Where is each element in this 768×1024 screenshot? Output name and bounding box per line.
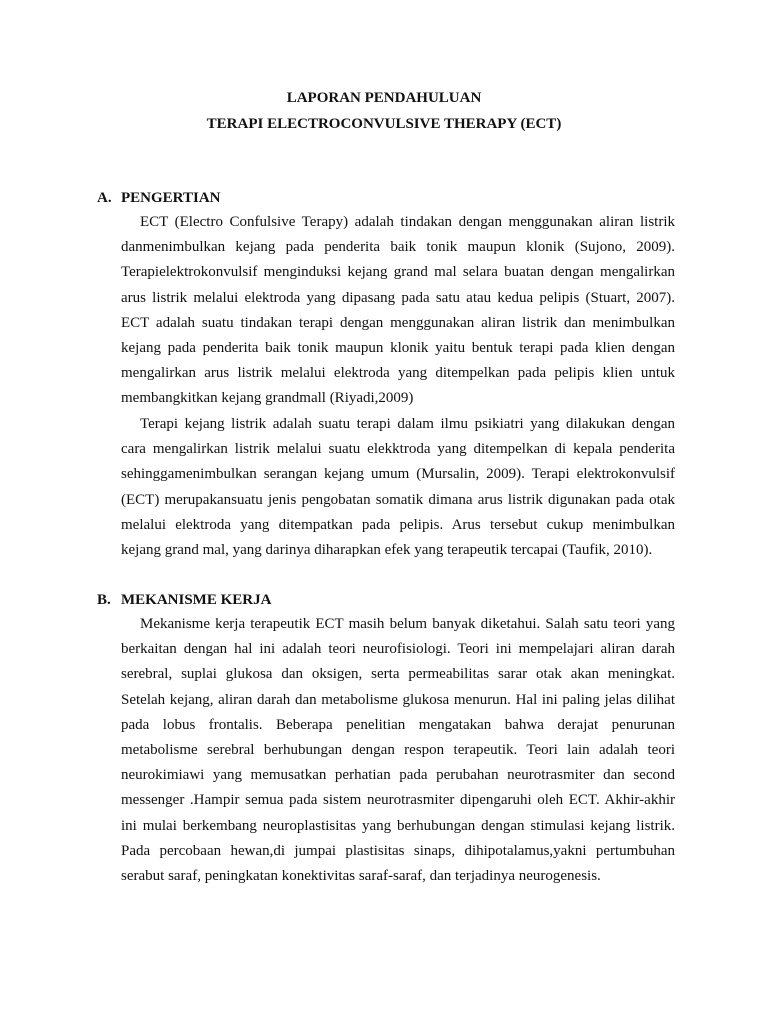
document-title: LAPORAN PENDAHULUAN (286, 90, 482, 106)
text-line: Terapi kejang listrik adalah suatu terapi dalam ilmu psikiatri yang dilakukan dengan (140, 416, 675, 432)
text-line: ECT (Electro Confulsive Terapy) adalah tindakan dengan menggunakan aliran listrik (140, 214, 675, 230)
text-line: ini mulai berkembang neuroplastisitas yang berhubungan dengan stimulasi kejang listrik. (121, 817, 675, 834)
text-line: membangkitkan kejang grandmall (Riyadi,2009) (121, 390, 414, 407)
paragraph-pengertian-2 (121, 412, 675, 563)
text-line: Setelah kejang, aliran darah dan metabolisme glukosa menurun. Hal ini paling jelas dilihat (121, 691, 675, 708)
paragraph-mekanisme-kerja (121, 612, 675, 889)
text-line: berkaitan dengan hal ini adalah teori neurofisiologi. Teori ini mempelajari aliran darah (121, 641, 675, 658)
text-line: mengalirkan arus listrik melalui elektroda yang ditempelkan pada pelipis klien untuk (121, 365, 675, 382)
text-line: neurokimiawi yang memusatkan perhatian pada perubahan neurotrasmiter dan second (121, 767, 675, 784)
section-marker: A. (97, 190, 112, 206)
text-line: arus listrik melalui elektroda yang dipasang pada satu atau kedua pelipis (Stuart, 2007). (121, 289, 675, 306)
paragraph-pengertian-1 (121, 210, 675, 412)
text-line: messenger .Hampir semua pada sistem neurotrasmiter dipengaruhi oleh ECT. Akhir-akhir (121, 792, 675, 809)
text-line: pada lobus frontalis. Beberapa penelitian mengatakan bahwa derajat penurunan (121, 716, 675, 733)
text-line: Mekanisme kerja terapeutik ECT masih belum banyak diketahui. Salah satu teori yang (140, 616, 675, 632)
text-line: Terapielektrokonvulsif menginduksi kejang grand mal selara buatan dengan mengalirkan (121, 264, 675, 281)
text-line: ECT adalah suatu tindakan terapi dengan menggunakan aliran listrik dan menimbulkan (121, 314, 675, 331)
text-line: serabut saraf, peningkatan konektivitas saraf-saraf, dan terjadinya neurogenesis. (121, 867, 601, 884)
section-heading-label: MEKANISME KERJA (121, 592, 272, 608)
section-heading-mekanisme-kerja (97, 591, 271, 609)
section-heading-pengertian (97, 189, 221, 207)
section-heading-label: PENGERTIAN (121, 190, 221, 206)
text-line: metabolisme serebral berhubungan dengan respon terapeutik. Teori lain adalah teori (121, 741, 675, 758)
text-line: melalui elektroda yang ditempatkan pada pelipis. Arus tersebut cukup menimbulkan (121, 516, 675, 533)
text-line: Pada percobaan hewan,di jumpai plastisitas sinaps, dihipotalamus,yakni pertumbuhan (121, 842, 675, 859)
document-subtitle: TERAPI ELECTROCONVULSIVE THERAPY (ECT) (206, 116, 562, 132)
text-line: danmenimbulkan kejang pada penderita baik tonik maupun klonik (Sujono, 2009). (121, 239, 675, 256)
text-line: sehinggamenimbulkan serangan kejang umum (Mursalin, 2009). Terapi elektrokonvulsif (121, 466, 675, 483)
text-line: serebral, suplai glukosa dan oksigen, serta permeabilitas sarar otak akan meningkat. (121, 666, 675, 683)
text-line: kejang pada penderita baik tonik maupun klonik yaitu bentuk terapi pada klien dengan (121, 339, 675, 356)
section-marker: B. (97, 592, 111, 608)
text-line: (ECT) merupakansuatu jenis pengobatan somatik dimana arus listrik digunakan pada otak (121, 491, 675, 508)
text-line: kejang grand mal, yang darinya diharapkan efek yang terapeutik tercapai (Taufik, 2010). (121, 541, 653, 558)
text-line: cara mengalirkan listrik melalui suatu elekktroda yang ditempelkan di kepala penderita (121, 441, 675, 458)
